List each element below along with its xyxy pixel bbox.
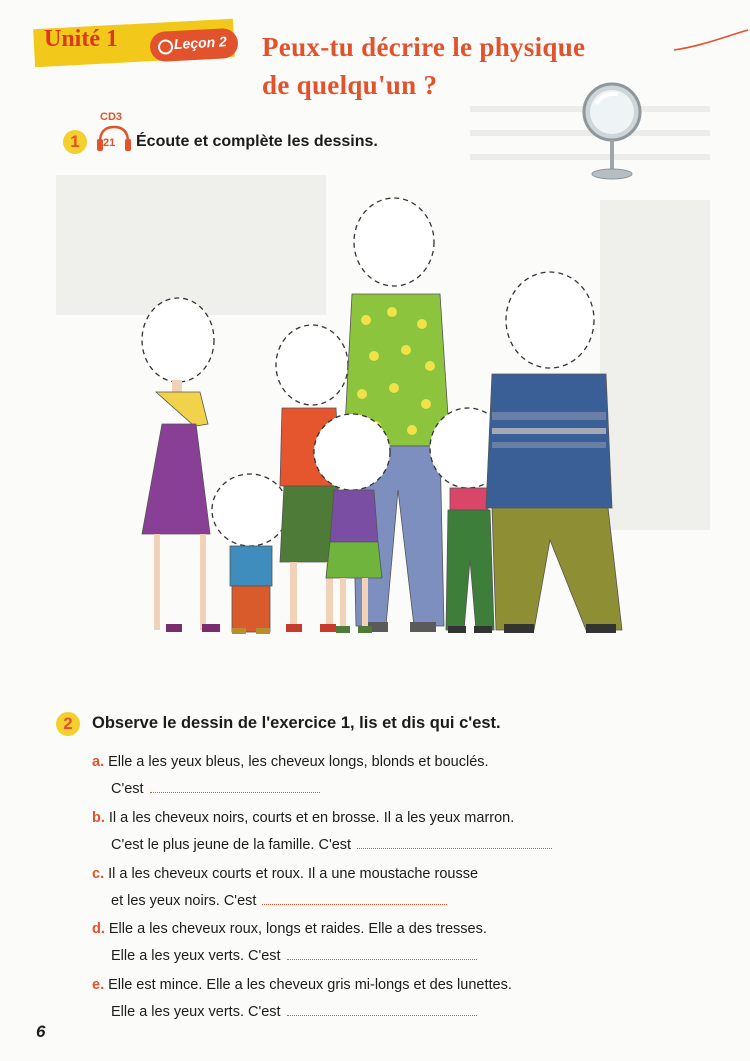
exercise-2-instruction: Observe le dessin de l'exercice 1, lis et dis qui c'est. bbox=[92, 714, 501, 732]
answer-line-b bbox=[111, 836, 552, 854]
item-letter: e. bbox=[92, 977, 105, 993]
item-letter: c. bbox=[92, 866, 105, 882]
figure-woman-purple-dress bbox=[142, 298, 220, 632]
cd-track-number: 21 bbox=[103, 137, 116, 149]
answer-blank[interactable] bbox=[262, 902, 447, 905]
item-letter: b. bbox=[92, 810, 105, 826]
answer-prompt: et les yeux noirs. C'est bbox=[111, 893, 257, 909]
answer-prompt: C'est bbox=[111, 781, 144, 797]
mirror-icon bbox=[580, 80, 646, 184]
exercise-2-number: 2 bbox=[56, 712, 80, 736]
answer-line-a bbox=[111, 780, 320, 798]
item-letter: a. bbox=[92, 754, 105, 770]
answer-line-c bbox=[111, 892, 447, 910]
exercise-item-c bbox=[92, 865, 478, 883]
exercise-1-number: 1 bbox=[63, 130, 87, 154]
exercise-item-e bbox=[92, 976, 512, 994]
lesson-circle-icon bbox=[158, 39, 174, 55]
exercise-item-a bbox=[92, 753, 489, 771]
figure-small-boy bbox=[212, 474, 288, 634]
answer-blank[interactable] bbox=[150, 790, 320, 793]
title-swoosh-icon bbox=[672, 28, 750, 56]
page-number: 6 bbox=[36, 1022, 46, 1041]
page-title-line2: de quelqu'un ? bbox=[262, 70, 438, 100]
item-letter: d. bbox=[92, 921, 105, 937]
exercise-1-instruction: Écoute et complète les dessins. bbox=[136, 133, 378, 150]
lesson-badge bbox=[149, 28, 238, 63]
answer-line-d bbox=[111, 947, 477, 965]
answer-blank[interactable] bbox=[357, 846, 552, 849]
page-title-line1: Peux-tu décrire le physique bbox=[262, 32, 586, 62]
answer-prompt: C'est le plus jeune de la famille. C'est bbox=[111, 837, 352, 853]
answer-blank[interactable] bbox=[287, 1013, 477, 1016]
figure-man-blue-sweater bbox=[486, 272, 622, 633]
exercise-item-d bbox=[92, 920, 487, 938]
item-text: Il a les cheveux noirs, courts et en brosse. Il a les yeux marron. bbox=[108, 810, 515, 826]
cd-label: CD3 bbox=[100, 111, 123, 123]
answer-blank[interactable] bbox=[287, 957, 477, 960]
family-drawing bbox=[130, 190, 630, 650]
answer-prompt: Elle a les yeux verts. C'est bbox=[111, 1004, 281, 1020]
lesson-label: Leçon 2 bbox=[173, 33, 228, 53]
item-text: Elle a les cheveux roux, longs et raides. Elle a des tresses. bbox=[108, 921, 487, 937]
item-text: Il a les cheveux courts et roux. Il a une moustache rousse bbox=[108, 866, 479, 882]
item-text: Elle est mince. Elle a les cheveux gris mi-longs et des lunettes. bbox=[108, 977, 512, 993]
exercise-item-b bbox=[92, 809, 514, 827]
unit-label: Unité 1 bbox=[44, 26, 118, 52]
answer-line-e bbox=[111, 1003, 477, 1021]
item-text: Elle a les yeux bleus, les cheveux longs, blonds et bouclés. bbox=[108, 754, 489, 770]
answer-prompt: Elle a les yeux verts. C'est bbox=[111, 948, 281, 964]
